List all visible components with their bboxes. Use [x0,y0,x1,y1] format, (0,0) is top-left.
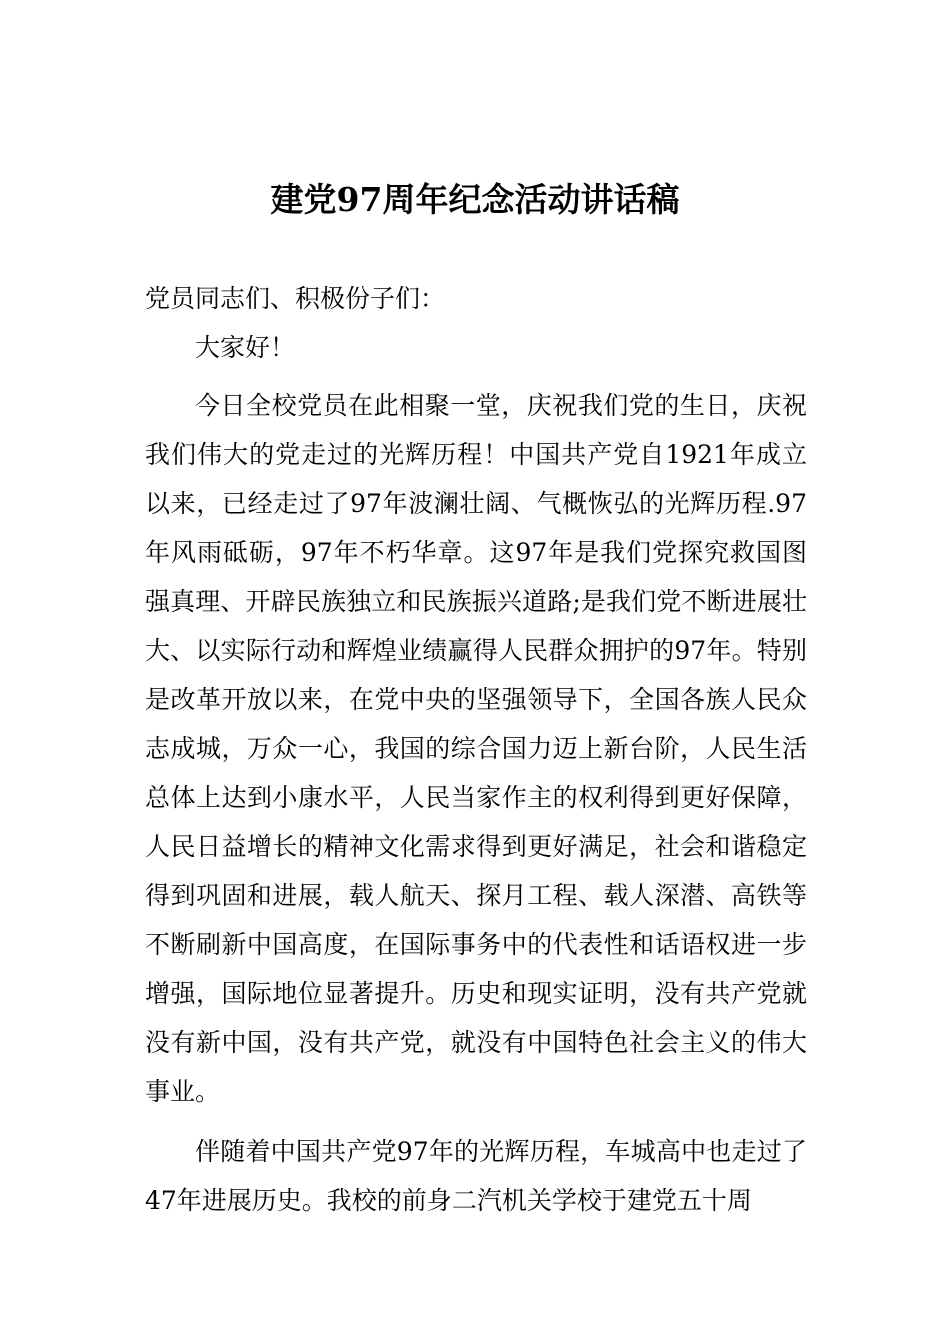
paragraph-1: 今日全校党员在此相聚一堂，庆祝我们党的生日，庆祝我们伟大的党走过的光辉历程！中国共产党自1921年成立以来，已经走过了97年波澜壮阔、气概恢弘的光辉历程.97年风雨砥砺，97年不朽华章。这97年是我们党探究救国图强真理、开辟民族独立和民族振兴道路;是我们党不断进展壮大、以实际行动和辉煌业绩赢得人民群众拥护的97年。特别是改革开放以来，在党中央的坚强领导下，全国各族人民众志成城，万众一心，我国的综合国力迈上新台阶，人民生活总体上达到小康水平，人民当家作主的权利得到更好保障，人民日益增长的精神文化需求得到更好满足，社会和谐稳定得到巩固和进展，载人航天、探月工程、载人深潜、高铁等不断刷新中国高度，在国际事务中的代表性和话语权进一步增强，国际地位显著提升。历史和现实证明，没有共产党就没有新中国，没有共产党，就没有中国特色社会主义的伟大事业。 [145,391,807,1106]
document-body [145,274,807,1225]
greeting: 大家好！ [195,333,296,362]
document-title: 建党97周年纪念活动讲话稿 [270,180,680,219]
paragraph-2: 伴随着中国共产党97年的光辉历程，车城高中也走过了47年进展历史。我校的前身二汽机关学校于建党五十周 [145,1137,807,1215]
salutation: 党员同志们、积极份子们： [145,284,446,313]
